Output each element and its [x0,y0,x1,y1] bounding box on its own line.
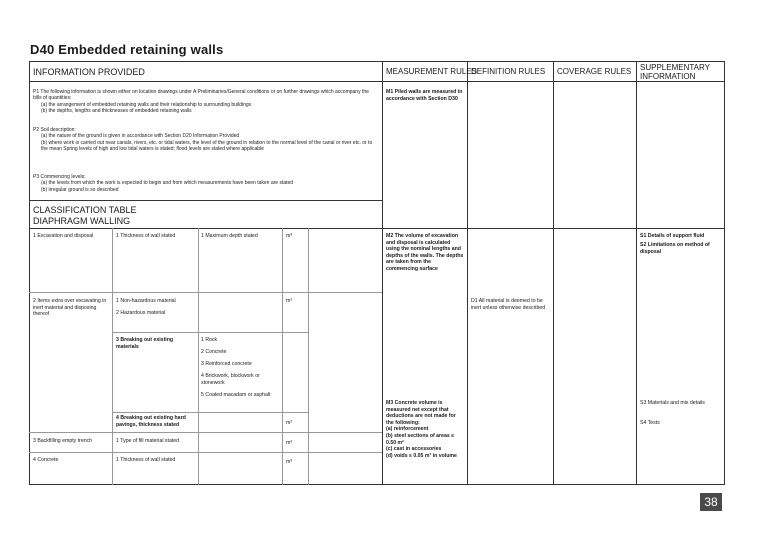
row3-level2: 1 Type of fill material stated [116,438,180,444]
grid-line [198,228,199,485]
row1-level3: 1 Maximum depth stated [201,233,258,239]
grid-line [29,452,382,453]
grid-line [112,412,308,413]
header-supplementary-information: SUPPLEMENTARY INFORMATION [640,63,710,81]
measurement-rule-m1: M1 Piled walls are measured in accordance with Section D30 [386,89,463,102]
info-p3a: (a) the levels from which the work is expected to begin and from which measurements have been taken are stated [41,180,294,187]
page-number: 38 [700,493,722,511]
row2-level3-brickwork: 4 Brickwork, blockwork or stonework [201,373,260,386]
supplementary-s3: S3 Materials and mix details [640,400,705,406]
header-divider [29,81,724,82]
page-title: D40 Embedded retaining walls [30,42,224,57]
classification-table-title: CLASSIFICATION TABLE [33,205,137,215]
row2-level3-concrete: 2 Concrete [201,349,227,355]
info-p1b: (b) the depths, lengths and thicknesses of embedded retaining walls [41,107,192,114]
info-p1-text: P1 The following information is shown either on location drawings under A Preliminaries/General conditions or on further drawings which accompany the bills of quantities: [33,89,369,102]
row2-level3-rock: 1 Rock [201,337,218,343]
row2-level3-coated-macadam: 5 Coated macadam or asphalt [201,392,271,398]
header-information-provided: INFORMATION PROVIDED [33,67,145,77]
grid-line [29,432,382,433]
col-divider [382,61,383,485]
row2-level1: 2 Items extra over excavating in inert material and disposing thereof [33,298,107,318]
row4-level2: 1 Thickness of wall stated [116,457,176,463]
classification-divider [29,200,382,201]
info-p2a: (a) the nature of the ground is given in accordance with Section D20 Information Provided [41,133,240,140]
info-p1 [33,89,378,114]
row4-level1: 4 Concrete [33,457,59,463]
row1-unit: m³ [286,233,293,239]
header-coverage-rules: COVERAGE RULES [557,67,632,76]
grid-line [112,332,308,333]
row2-level2-hard-pavings: 4 Breaking out existing hard pavings, thickness stated [116,415,186,428]
row4-unit: m³ [286,459,293,465]
supplementary-s4: S4 Tests [640,420,660,426]
definition-rule-d1: D1 All material is deemed to be inert unless otherwise described [471,298,546,311]
supplementary-s2: S2 Limitations on method of disposal [640,242,710,255]
col-divider [467,61,468,485]
row2-level2-non-hazardous: 1 Non-hazardous material [116,298,176,304]
m3a: (a) reinforcement [386,426,429,433]
table-divider [29,228,724,229]
info-p3-text: P3 Commencing levels: [33,174,86,180]
row2-level2-hazardous: 2 Hazardous material [116,310,166,316]
info-p3b: (b) irregular ground is so described [41,186,119,193]
col-divider [636,61,637,485]
grid-line [29,292,382,293]
col-divider [553,61,554,485]
info-p3 [33,174,378,193]
grid-line [112,228,113,485]
header-measurement-rules: MEASUREMENT RULES [386,67,477,76]
row1-level1: 1 Excavation and disposal [33,233,94,239]
row2-unit2: m² [286,420,293,426]
measurement-rule-m2: M2 The volume of excavation and disposal is calculated using the nominal lengths and depths of the walls. The depths are taken from the commencing surface [386,233,464,272]
info-p2 [33,127,378,152]
m3b: (b) steel sections of areas ≤ 0.50 m² [386,432,455,446]
row2-level2-breaking-out: 3 Breaking out existing materials [116,337,174,350]
row2-level3-reinforced-concrete: 3 Reinforced concrete [201,361,252,367]
info-p1a: (a) the arrangement of embedded retaining walls and their relationship to surrounding buildings [41,101,252,108]
row3-level1: 3 Backfilling empty trench [33,438,93,444]
row2-unit: m³ [286,298,293,304]
row3-unit: m³ [286,440,293,446]
m3d: (d) voids ≤ 0.05 m³ in volume [386,452,457,459]
diaphragm-walling-title: DIAPHRAGM WALLING [33,216,131,226]
supplementary-s1: S1 Details of support fluid [640,233,705,239]
row1-level2: 1 Thickness of wall stated [116,233,176,239]
grid-line [308,228,309,485]
m3-text: M3 Concrete volume is measured net except that deductions are not made for the following: [386,400,456,426]
grid-line [282,228,283,485]
measurement-rule-m3 [386,400,464,459]
header-definition-rules: DEFINITION RULES [471,67,546,76]
m3c: (c) cast in accessories [386,446,442,453]
info-p2-text: P2 Soil description: [33,127,76,133]
info-p2b: (b) where work is carried out near canals, rivers, etc. or tidal waters, the level of the ground in relation to the normal level of the canal or river etc. or to the mean Spring levels of high and low tidal waters is stated; flood levels are stated where applicable [41,139,373,152]
